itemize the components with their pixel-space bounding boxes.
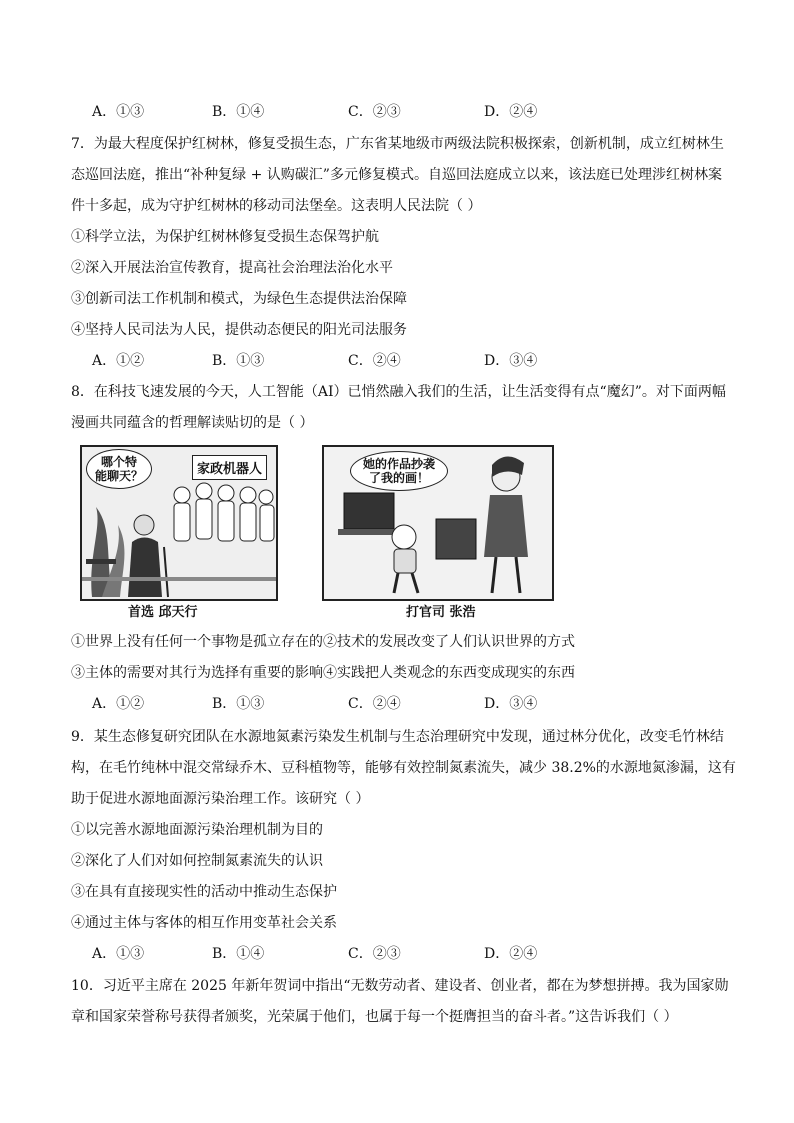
q7-option-c[interactable]: C．②④ [348,353,401,369]
q8-option-d[interactable]: D．③④ [484,696,538,712]
q7-option-a[interactable]: A．①② [92,353,145,369]
q7-option-d[interactable]: D．③④ [484,353,538,369]
q8-option-c[interactable]: C．②④ [348,696,401,712]
q6-option-c[interactable]: C．②③ [348,104,401,120]
q9-option-a[interactable]: A．①③ [92,946,145,962]
q9-option-b[interactable]: B．①④ [212,946,265,962]
q10-stem-line-1: 10．习近平主席在 2025 年新年贺词中指出“无数劳动者、建设者、创业者，都在为梦想拼搏。我为国家勋 [71,978,729,994]
q8-item-2: ③主体的需要对其行为选择有重要的影响④实践把人类观念的东西变成现实的东西 [71,665,575,681]
q7-stem-line-1: 7．为最大程度保护红树林，修复受损生态，广东省某地级市两级法院积极探索，创新机制，成立红树林生 [71,136,724,152]
q9-item-2: ②深化了人们对如何控制氮素流失的认识 [71,853,323,869]
q7-item-2: ②深入开展法治宣传教育，提高社会治理法治化水平 [71,260,393,276]
comic-right-image [322,445,554,601]
q9-item-3: ③在具有直接现实性的活动中推动生态保护 [71,884,337,900]
q8-item-1: ①世界上没有任何一个事物是孤立存在的②技术的发展改变了人们认识世界的方式 [71,634,575,650]
q7-item-3: ③创新司法工作机制和模式，为绿色生态提供法治保障 [71,291,407,307]
q7-option-b[interactable]: B．①③ [212,353,265,369]
q8-option-b[interactable]: B．①③ [212,696,265,712]
comic-left-caption: 首选 邱天行 [128,605,198,620]
q6-option-d[interactable]: D．②④ [484,104,538,120]
q6-option-a[interactable]: A．①③ [92,104,145,120]
q7-item-1: ①科学立法，为保护红树林修复受损生态保驾护航 [71,229,379,245]
comic-left-bubble-line-1: 哪个特 [100,455,137,469]
q7-stem-line-3: 件十多起，成为守护红树林的移动司法堡垒。这表明人民法院（ ） [71,198,482,214]
q9-item-1: ①以完善水源地面源污染治理机制为目的 [71,822,323,838]
comic-left-sign: 家政机器人 [192,455,267,480]
q9-option-d[interactable]: D．②④ [484,946,538,962]
q9-stem-line-3: 助于促进水源地面源污染治理工作。该研究（ ） [71,791,370,807]
q8-stem-line-2: 漫画共同蕴含的哲理解读贴切的是（ ） [71,415,314,431]
q9-option-c[interactable]: C．②③ [348,946,401,962]
q7-stem-line-2: 态巡回法庭，推出“补种复绿 + 认购碳汇”多元修复模式。自巡回法庭成立以来，该法庭已处理涉红树林案 [71,167,722,183]
q6-option-b[interactable]: B．①④ [212,104,265,120]
comic-left-bubble-line-2: 能聊天？ [94,469,143,483]
comic-left-image [80,445,278,601]
q9-item-4: ④通过主体与客体的相互作用变革社会关系 [71,915,337,931]
comic-right-caption: 打官司 张浩 [406,605,476,620]
q7-item-4: ④坚持人民司法为人民，提供动态便民的阳光司法服务 [71,322,407,338]
q9-stem-line-1: 9．某生态修复研究团队在水源地氮素污染发生机制与生态治理研究中发现，通过林分优化，改变毛竹林结 [71,729,724,745]
q10-stem-line-2: 章和国家荣誉称号获得者颁奖，光荣属于他们，也属于每一个挺膺担当的奋斗者。”这告诉我们（ ） [71,1009,678,1025]
q8-option-a[interactable]: A．①② [92,696,145,712]
q8-stem-line-1: 8．在科技飞速发展的今天，人工智能（AI）已悄然融入我们的生活，让生活变得有点“魔幻”。对下面两幅 [71,384,726,400]
comic-right-speech-bubble [350,451,448,491]
comic-right-bubble-line-1: 她的作品抄袭 [362,457,435,471]
q9-stem-line-2: 构，在毛竹纯林中混交常绿乔木、豆科植物等，能够有效控制氮素流失，减少 38.2%的水源地氮渗漏，这有 [71,760,736,776]
comic-left-speech-bubble [86,449,152,489]
comic-right-bubble-line-2: 了我的画！ [368,471,429,485]
